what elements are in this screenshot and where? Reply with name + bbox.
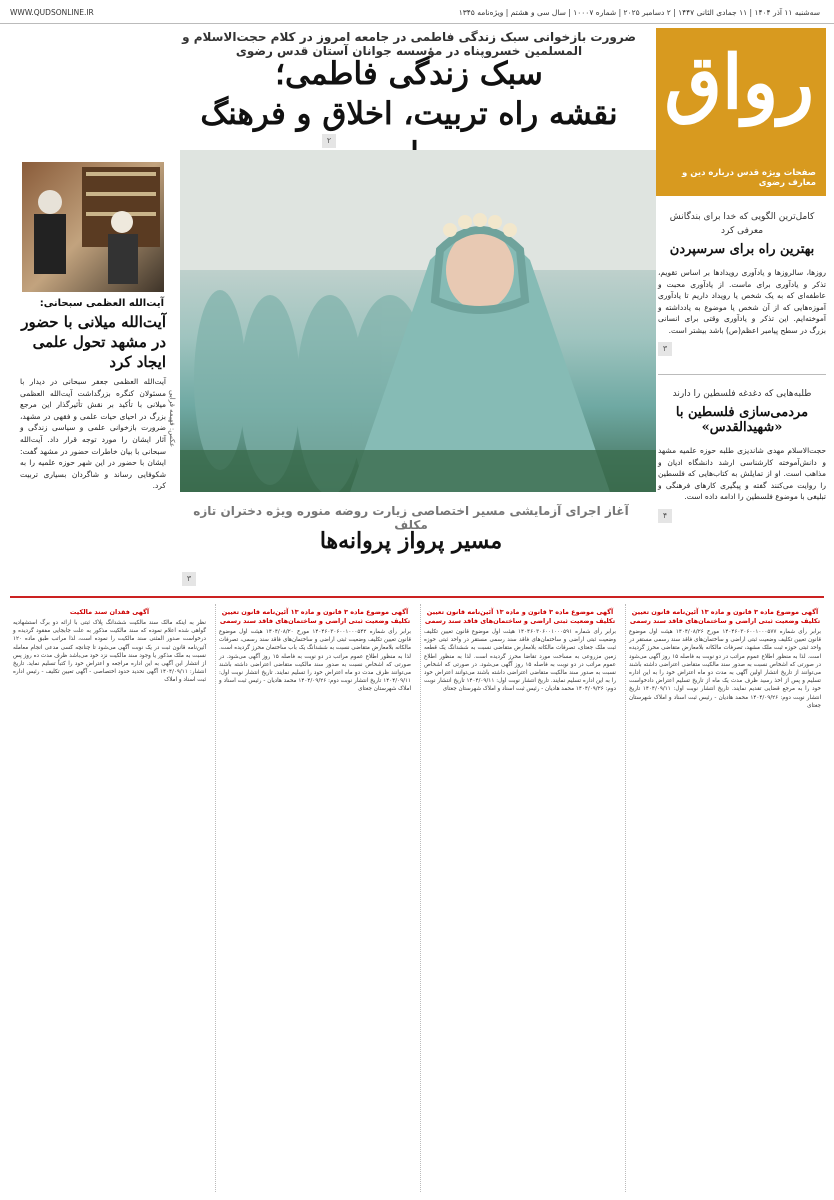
notice-column (625, 604, 824, 1192)
masthead (656, 28, 826, 196)
notice-body: برابر رأی شماره ۱۴۰۴۶۰۳۰۶۰۰۱۰۰۰۵۷۷ مورخ ۱۴۰۴/۰۸/۲۶ هیئت اول موضوع قانون تعیین تکلیف وضعیت ثبتی اراضی و ساختمان‌های فاقد سند رسمی مستقر در واحد ثبتی حوزه ثبت ملک مشهد، تصرفات مالکانه بلامعارض متقاضی محرز گردیده است. لذا به منظور اطلاع عموم مراتب در دو نوبت به فاصله ۱۵ روز آگهی می‌شود در صورتی که اشخاص نسبت به صدور سند مالکیت متقاضی اعتراضی داشته باشند می‌توانند از تاریخ انتشار اولین آگهی به مدت دو ماه اعتراض خود را به این اداره تسلیم و پس از اخذ رسید ظرف مدت یک ماه از تاریخ تسلیم اعتراض دادخواست خود را به مرجع قضایی تقدیم نمایند. تاریخ انتشار نوبت اول: ۱۴۰۴/۰۹/۱۱ تاریخ انتشار نوبت دوم: ۱۴۰۴/۰۹/۲۶ محمد هادیان - رئیس ثبت اسناد و املاک شهرستان جغتای (629, 629, 821, 709)
right-column (658, 210, 826, 523)
rc2-headline: مردمی‌سازی فلسطین با «شهیدالقدس» (675, 405, 809, 435)
second-kicker: آغاز اجرای آزمایشی مسیر اختصاصی زیارت روضه منوره ویژه دختران تازه مکلف (193, 504, 629, 532)
rc1-headline: بهترین راه برای سرسپردن (669, 242, 815, 257)
notice-title: آگهی موضوع ماده ۳ قانون و ماده ۱۳ آئین‌نامه قانون تعیین تکلیف وضعیت ثبتی اراضی و ساختمان‌های فاقد سند رسمی (219, 608, 411, 625)
lead-photo (180, 150, 656, 492)
side-kicker: آیت‌الله العظمی سبحانی: (39, 298, 164, 309)
side-page-badge: ۳ (182, 572, 196, 586)
notice-column (215, 604, 414, 1192)
rc2-body: حجت‌الاسلام مهدی شاندیزی طلبه حوزه علمیه مشهد و دانش‌آموخته کارشناسی ارشد دانشگاه ادیان و مذاهب است. او از تمایلش به کتاب‌هایی که فلسطین را روایت می‌کنند گفته و پیگیری کارهای فرهنگی و تبلیغی با موضوع فلسطین را ادامه داده است. (658, 446, 826, 501)
second-headline: مسیر پرواز پروانه‌ها (319, 528, 503, 554)
girls-in-chador-illustration (180, 150, 656, 492)
website-url[interactable]: WWW.QUDSONLINE.IR (10, 8, 94, 17)
ads-divider (10, 596, 824, 598)
date-bar (0, 0, 834, 24)
notice-column (10, 604, 209, 1192)
logo: رواق (664, 40, 814, 126)
lead-headline-line-2: نقشه راه تربیت، اخلاق و فرهنگ (200, 96, 618, 132)
notice-body: نظر به اینکه مالک سند مالکیت ششدانگ پلاک ثبتی با ارائه دو برگ استشهادیه گواهی شده اعلام نموده که سند مالکیت مذکور به علت جابجایی مفقود گردیده و درخواست صدور المثنی سند مالکیت را نموده است، لذا مراتب طبق ماده ۱۲۰ آئین‌نامه قانون ثبت در یک نوبت آگهی می‌شود تا چنانچه کسی مدعی انجام معامله نسبت به ملک مذکور یا وجود سند مالکیت نزد خود می‌باشد ظرف مدت ده روز پس از انتشار این آگهی به این اداره مراجعه و اعتراض خود را کتباً تسلیم نماید. تاریخ انتشار: ۱۴۰۴/۰۹/۱۱ آگهی تحدید حدود اختصاصی - آگهی تعیین تکلیف - رئیس اداره ثبت اسناد و املاک (13, 620, 207, 684)
bookshelf-meeting-illustration (22, 162, 164, 292)
legal-notices (10, 604, 824, 1192)
issue-date: سه‌شنبه ۱۱ آذر ۱۴۰۴ | ۱۱ جمادی الثانی ۱۴۴۷ | ۲ دسامبر ۲۰۲۵ | شماره ۱۰۰۰۷ | سال سی و هشتم | ویژه‌نامه ۱۳۴۵ (458, 8, 820, 17)
lead-kicker: ضرورت بازخوانی سبک زندگی فاطمی در جامعه امروز در کلام حجت‌الاسلام و المسلمین خسروپناه در مؤسسه جوانان آستان قدس رضوی (182, 30, 636, 58)
lead-headline-line-1: سبک زندگی فاطمی؛ (275, 56, 543, 92)
notice-title: آگهی موضوع ماده ۳ قانون و ماده ۱۳ آئین‌نامه قانون تعیین تکلیف وضعیت ثبتی اراضی و ساختمان‌های فاقد سند رسمی (629, 608, 821, 625)
rc-divider (658, 374, 826, 375)
notice-column (420, 604, 619, 1192)
notice-body: برابر رأی شماره ۱۴۰۴۶۰۳۰۶۰۰۱۰۰۰۵۹۱ هیئت اول موضوع قانون تعیین تکلیف وضعیت ثبتی اراضی و ساختمان‌های فاقد سند رسمی مستقر در واحد ثبتی حوزه ثبت ملک جغتای، تصرفات مالکانه بلامعارض متقاضی نسبت به ششدانگ یک قطعه زمین مزروعی به مساحت مورد تقاضا محرز گردیده است. لذا به منظور اطلاع عموم مراتب در دو نوبت به فاصله ۱۵ روز آگهی می‌شود. در صورتی که اشخاص نسبت به صدور سند مالکیت متقاضی اعتراضی داشته باشند می‌توانند اعتراض خود را به این اداره تسلیم نمایند. تاریخ انتشار نوبت اول: ۱۴۰۴/۰۹/۱۱ تاریخ انتشار نوبت دوم: ۱۴۰۴/۰۹/۲۶ محمد هادیان - رئیس ثبت اسناد و املاک شهرستان جغتای (424, 629, 616, 693)
photo-credit: عکس: فهیمه قرایی (168, 390, 176, 448)
side-body: آیت‌الله العظمی جعفر سبحانی در دیدار با مسئولان کنگره بزرگداشت آیت‌الله العظمی میلانی با تأکید بر نقش تأثیرگذار این مرجع بزرگ در احیای حیات علمی و فقهی در مشهد، ضرورت بازخوانی علمی و سیاسی زندگی و آثار ایشان را مورد توجه قرار داد. آیت‌الله سبحانی با بیان خاطرات حضور در مشهد گفت: ایشان با حضور در این شهر حوزه علمیه را به شکوفایی رساند و شاگردان بسیاری تربیت کرد. (20, 377, 166, 491)
rc1-body: روزها، سالروزها و یادآوری رویدادها بر اساس تقویم، تذکر و یادآوری برای ماست. از یادآوری محبت و عاطفه‌ای که به یک شخص یا رویداد داریم تا یادآوری آموزه‌هایی که از آن شخص یا موضوع به یادداشته و آموخته‌ایم. این تذکر و یادآوری وقتی برای انسانی بزرگ در سطح پیامبر اعظم(ص) باشد بیشتر است. (658, 268, 826, 335)
notice-title: آگهی موضوع ماده ۳ قانون و ماده ۱۳ آئین‌نامه قانون تعیین تکلیف وضعیت ثبتی اراضی و ساختمان‌های فاقد سند رسمی (424, 608, 616, 625)
rc2-page-badge: ۴ (658, 509, 672, 523)
clerics-photo (22, 162, 164, 292)
rc2-kicker: طلبه‌هایی که دغدغه فلسطین را دارند (672, 389, 812, 399)
lead-page-badge: ۲ (322, 134, 336, 148)
notice-body: برابر رأی شماره ۱۴۰۴۶۰۳۰۶۰۰۱۰۰۰۵۴۲ مورخ ۱۴۰۴/۰۸/۲۰ هیئت اول موضوع قانون تعیین تکلیف وضعیت ثبتی اراضی و ساختمان‌های فاقد سند رسمی، تصرفات مالکانه بلامعارض متقاضی نسبت به ششدانگ یک باب ساختمان محرز گردیده است. لذا به منظور اطلاع عموم مراتب در دو نوبت به فاصله ۱۵ روز آگهی می‌شود. در صورتی که اشخاص نسبت به صدور سند مالکیت متقاضی اعتراضی داشته باشند می‌توانند ظرف مدت دو ماه اعتراض خود را تسلیم نمایند. تاریخ انتشار نوبت اول: ۱۴۰۴/۰۹/۱۱ تاریخ انتشار نوبت دوم: ۱۴۰۴/۰۹/۲۶ محمد هادیان - رئیس ثبت اسناد و املاک شهرستان جغتای (219, 629, 411, 693)
notice-title: آگهی فقدان سند مالکیت (69, 608, 150, 616)
rc1-page-badge: ۳ (658, 342, 672, 356)
rc1-kicker: کامل‌ترین الگویی که خدا برای بندگانش معرفی کرد (669, 212, 815, 236)
masthead-tagline: صفحات ویژه قدس درباره دین و معارف رضوی (681, 168, 816, 188)
side-headline: آیت‌الله میلانی با حضور در مشهد تحول علمی ایجاد کرد (21, 313, 166, 371)
